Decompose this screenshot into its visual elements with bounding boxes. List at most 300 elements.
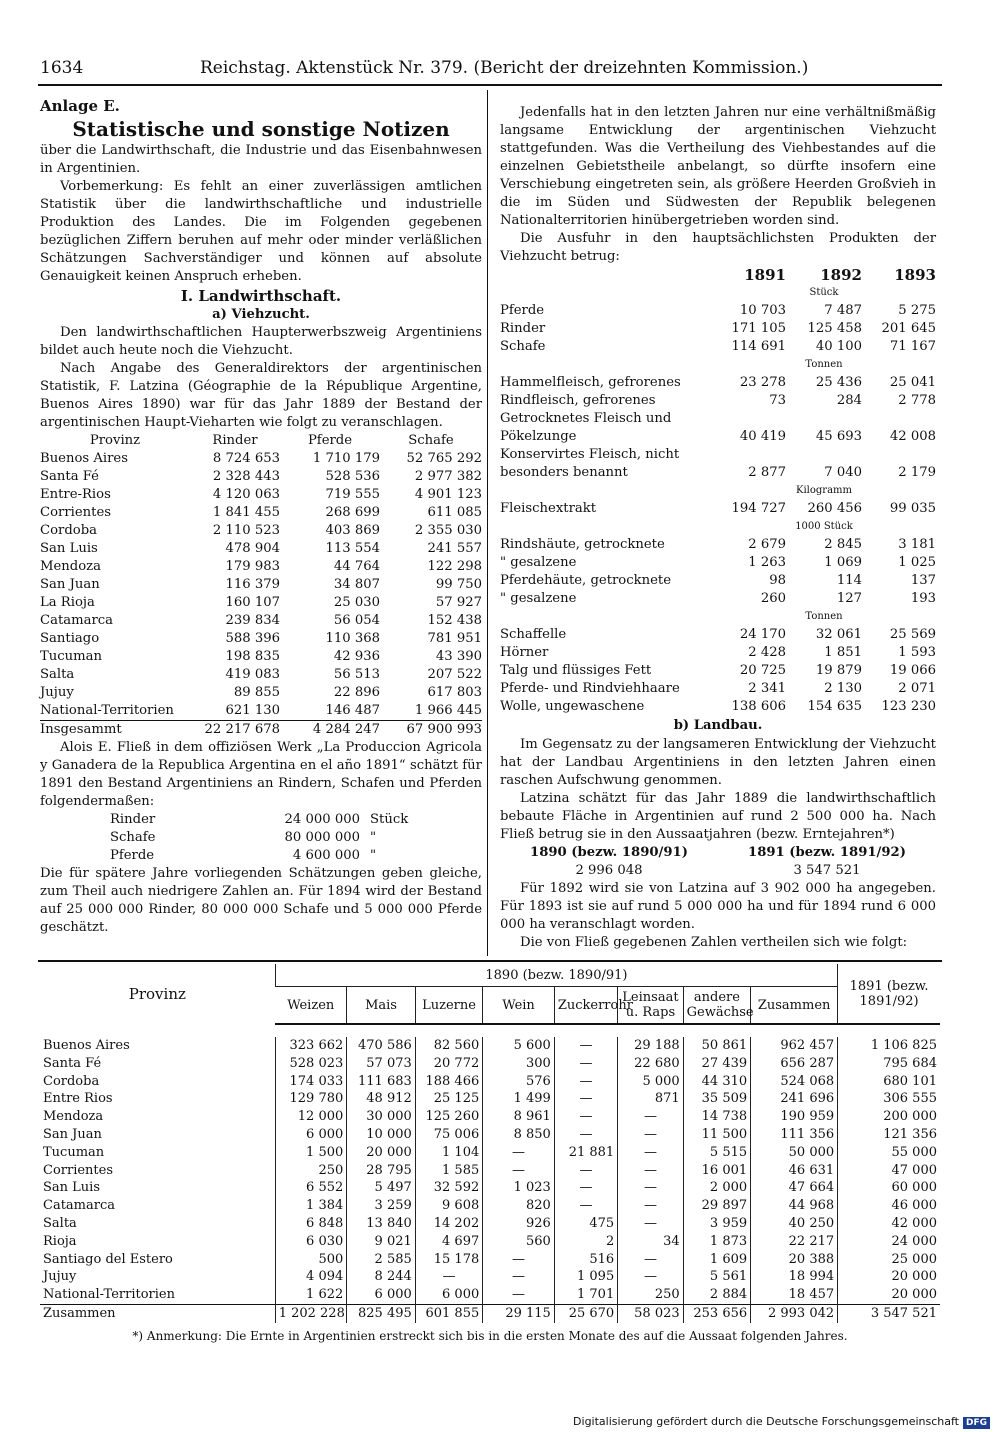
crop-cell: 871 xyxy=(618,1090,683,1108)
livestock-cell: 56 513 xyxy=(333,667,380,682)
exports-label: Wolle, ungewaschene xyxy=(500,699,645,714)
crop-province: Santiago del Estero xyxy=(43,1251,173,1267)
exports-cell: 2 428 xyxy=(748,645,786,660)
crop-column-header: Wein xyxy=(483,987,555,1025)
exports-cell: 32 061 xyxy=(815,627,862,642)
crop-cell: 1 500 xyxy=(275,1144,347,1162)
crop-cell: 524 068 xyxy=(751,1073,838,1091)
exports-cell: 2 341 xyxy=(748,681,786,696)
exports-cell xyxy=(710,410,786,428)
crop-cell: — xyxy=(618,1251,683,1269)
crop-cell: 55 000 xyxy=(838,1144,940,1162)
area-value-1891: 3 547 521 xyxy=(793,863,861,878)
exports-cell xyxy=(786,446,862,464)
crop-cell: 2 000 xyxy=(683,1179,750,1197)
estimate-unit: " xyxy=(370,848,377,863)
crop-total-cell: 825 495 xyxy=(347,1304,416,1322)
livestock-header-pferde: Pferde xyxy=(307,433,353,448)
dfg-logo: DFG xyxy=(963,1417,990,1429)
crop-row xyxy=(40,1037,940,1055)
crop-cell: 50 861 xyxy=(683,1037,750,1055)
exports-label: Hörner xyxy=(500,645,549,660)
crop-table-wrapper xyxy=(40,964,940,1343)
crop-cell: 6 000 xyxy=(275,1126,347,1144)
exports-cell: 23 278 xyxy=(739,375,786,390)
exports-cell xyxy=(862,410,936,428)
crop-cell: 1 499 xyxy=(483,1090,555,1108)
crop-total-cell: 1 202 228 xyxy=(275,1304,347,1322)
crop-province: San Luis xyxy=(43,1180,100,1196)
livestock-total-cell: 67 900 993 xyxy=(406,722,482,737)
livestock-cell: 403 869 xyxy=(325,523,380,538)
exports-label: Talg und flüssiges Fett xyxy=(500,663,652,678)
exports-cell: 20 725 xyxy=(739,663,786,678)
crop-cell: 516 xyxy=(554,1251,617,1269)
exports-cell: 260 xyxy=(760,591,786,606)
exports-cell: 40 419 xyxy=(739,429,786,444)
crop-cell: 1 095 xyxy=(554,1268,617,1286)
exports-cell: 71 167 xyxy=(889,339,936,354)
exports-label: " gesalzene xyxy=(500,555,577,570)
exports-cell: 260 456 xyxy=(807,501,862,516)
livestock-cell: 2 355 030 xyxy=(414,523,482,538)
exports-cell: 1 851 xyxy=(824,645,862,660)
crop-cell: 20 000 xyxy=(838,1286,940,1304)
crop-cell: 6 848 xyxy=(275,1215,347,1233)
livestock-cell: 4 901 123 xyxy=(414,487,482,502)
crop-cell: 111 683 xyxy=(347,1073,416,1091)
crop-row xyxy=(40,1251,940,1269)
crop-province: Corrientes xyxy=(43,1162,114,1178)
livestock-cell: 621 130 xyxy=(225,703,280,718)
exports-year: 1891 xyxy=(744,266,786,284)
crop-row xyxy=(40,1108,940,1126)
exports-cell: 138 606 xyxy=(731,699,786,714)
exports-cell: 25 569 xyxy=(889,627,936,642)
crop-cell: 250 xyxy=(275,1162,347,1180)
livestock-province: Catamarca xyxy=(40,613,114,628)
livestock-province: La Rioja xyxy=(40,595,95,610)
livestock-cell: 89 855 xyxy=(233,685,280,700)
exports-row xyxy=(500,680,936,698)
exports-year: 1892 xyxy=(820,266,862,284)
exports-cell: 25 436 xyxy=(815,375,862,390)
livestock-cell: 34 807 xyxy=(333,577,380,592)
crop-cell: 20 000 xyxy=(347,1144,416,1162)
crop-province: Rioja xyxy=(43,1233,77,1249)
exports-cell: 1 069 xyxy=(824,555,862,570)
livestock-cell: 42 936 xyxy=(333,649,380,664)
exports-unit-row xyxy=(500,518,936,536)
livestock-total-row xyxy=(40,721,482,740)
exports-cell: 193 xyxy=(910,591,936,606)
crop-province: Mendoza xyxy=(43,1109,104,1125)
crop-column-header: Mais xyxy=(347,987,416,1025)
crop-cell: 8 244 xyxy=(347,1268,416,1286)
crop-total-label: Zusammen xyxy=(40,1304,275,1322)
livestock-cell: 44 764 xyxy=(333,559,380,574)
livestock-row xyxy=(40,504,482,522)
exports-row xyxy=(500,302,936,320)
paragraph-area-later: Für 1892 wird sie von Latzina auf 3 902 000 ha angegeben. Für 1893 ist sie auf rund 5 000 000 ha und für 1894 rund 6 000 000 ha veranschlagt worden. xyxy=(500,881,936,932)
livestock-total-label: Insgesammt xyxy=(40,722,122,737)
livestock-row xyxy=(40,576,482,594)
crop-cell: 25 000 xyxy=(838,1251,940,1269)
exports-cell: 19 879 xyxy=(815,663,862,678)
crop-total-cell: 601 855 xyxy=(415,1304,482,1322)
livestock-row xyxy=(40,684,482,702)
estimate-value: 4 600 000 xyxy=(292,848,360,863)
livestock-cell: 146 487 xyxy=(325,703,380,718)
paragraph-distribution: Die von Fließ gegebenen Zahlen vertheilen sich wie folgt: xyxy=(520,935,908,950)
crop-cell: 32 592 xyxy=(415,1179,482,1197)
area-value-1890: 2 996 048 xyxy=(575,863,643,878)
crop-cell: 1 622 xyxy=(275,1286,347,1304)
livestock-cell: 268 699 xyxy=(325,505,380,520)
crop-cell: 11 500 xyxy=(683,1126,750,1144)
crop-row xyxy=(40,1144,940,1162)
crop-row xyxy=(40,1162,940,1180)
livestock-cell: 43 390 xyxy=(435,649,482,664)
livestock-row xyxy=(40,612,482,630)
crop-cell: — xyxy=(554,1179,617,1197)
livestock-cell: 99 750 xyxy=(435,577,482,592)
crop-cell: 13 840 xyxy=(347,1215,416,1233)
crop-column-header: Leinsaat u. Raps xyxy=(618,987,683,1025)
exports-label: " gesalzene xyxy=(500,591,577,606)
livestock-cell: 4 120 063 xyxy=(212,487,280,502)
livestock-cell: 1 966 445 xyxy=(414,703,482,718)
crop-cell: 60 000 xyxy=(838,1179,940,1197)
crop-cell: 6 030 xyxy=(275,1233,347,1251)
crop-province: Cordoba xyxy=(43,1073,100,1089)
crop-cell: 10 000 xyxy=(347,1126,416,1144)
exports-cell: 284 xyxy=(836,393,862,408)
crop-column-header: Zuckerrohr xyxy=(554,987,617,1025)
exports-cell: 137 xyxy=(910,573,936,588)
exports-cell: 1 025 xyxy=(898,555,936,570)
crop-cell: 75 006 xyxy=(415,1126,482,1144)
exports-unit-row xyxy=(500,356,936,374)
crop-row xyxy=(40,1055,940,1073)
crop-province: Buenos Aires xyxy=(43,1038,130,1053)
crop-cell: — xyxy=(554,1162,617,1180)
crop-cell: 5 497 xyxy=(347,1179,416,1197)
paragraph-viehzucht: Den landwirthschaftlichen Haupterwerbszweig Argentiniens bildet auch heute noch die Viehzucht. xyxy=(40,325,482,358)
crop-cell: 18 457 xyxy=(751,1286,838,1304)
crop-cell: 5 000 xyxy=(618,1073,683,1091)
crop-cell: 48 912 xyxy=(347,1090,416,1108)
crop-cell: 6 552 xyxy=(275,1179,347,1197)
area-label-1891: 1891 (bezw. 1891/92) xyxy=(748,845,906,860)
exports-row xyxy=(500,644,936,662)
crop-cell: 22 680 xyxy=(618,1055,683,1073)
crop-total-cell: 29 115 xyxy=(483,1304,555,1322)
crop-cell: 35 509 xyxy=(683,1090,750,1108)
crop-cell: — xyxy=(618,1162,683,1180)
crop-province: Santa Fé xyxy=(43,1055,102,1071)
exports-unit-label: Kilogramm xyxy=(796,485,852,496)
crop-cell: 9 608 xyxy=(415,1197,482,1215)
exports-cell: 45 693 xyxy=(815,429,862,444)
crop-cell: 528 023 xyxy=(275,1055,347,1073)
estimate-unit: Stück xyxy=(370,812,409,827)
crop-cell: 1 873 xyxy=(683,1233,750,1251)
exports-unit-row xyxy=(500,284,936,302)
livestock-row xyxy=(40,522,482,540)
livestock-row xyxy=(40,594,482,612)
crop-cell: — xyxy=(618,1126,683,1144)
livestock-row xyxy=(40,558,482,576)
crop-cell: 20 388 xyxy=(751,1251,838,1269)
crop-cell: — xyxy=(415,1268,482,1286)
crop-cell: 9 021 xyxy=(347,1233,416,1251)
crop-cell: 1 701 xyxy=(554,1286,617,1304)
crop-cell: — xyxy=(618,1268,683,1286)
crop-cell: 28 795 xyxy=(347,1162,416,1180)
paragraph-landbau: Im Gegensatz zu der langsameren Entwicklung der Viehzucht hat der Landbau Argentiniens in den letzten Jahren einen raschen Aufschwung genommen. xyxy=(500,737,936,788)
exports-cell: 114 691 xyxy=(731,339,786,354)
exports-row xyxy=(500,698,936,716)
crop-cell: — xyxy=(618,1179,683,1197)
exports-year: 1893 xyxy=(894,266,936,284)
crop-cell: 1 106 825 xyxy=(838,1037,940,1055)
crop-cell: 962 457 xyxy=(751,1037,838,1055)
exports-cell: 171 105 xyxy=(731,321,786,336)
exports-cell: 99 035 xyxy=(889,501,936,516)
heading-landwirthschaft: I. Landwirthschaft. xyxy=(180,287,342,305)
crop-cell: 2 884 xyxy=(683,1286,750,1304)
left-column xyxy=(40,96,482,937)
crop-column-header: andere Gewächse xyxy=(683,987,750,1025)
crop-cell: 44 310 xyxy=(683,1073,750,1091)
exports-cell: 98 xyxy=(769,573,786,588)
crop-cell: — xyxy=(554,1037,617,1055)
crop-cell: 20 000 xyxy=(838,1268,940,1286)
exports-label: Pökelzunge xyxy=(500,429,577,444)
livestock-province: Corrientes xyxy=(40,505,112,520)
exports-label: Konservirtes Fleisch, nicht xyxy=(500,447,680,462)
crop-cell: — xyxy=(483,1162,555,1180)
exports-label: Getrocknetes Fleisch und xyxy=(500,411,672,426)
running-title: Reichstag. Aktenstück Nr. 379. (Bericht der dreizehnten Kommission.) xyxy=(200,58,809,78)
crop-cell: 306 555 xyxy=(838,1090,940,1108)
crop-cell: 82 560 xyxy=(415,1037,482,1055)
crop-province: Entre Rios xyxy=(43,1091,113,1107)
column-divider xyxy=(487,90,488,956)
exports-cell: 3 181 xyxy=(898,537,936,552)
exports-unit-row xyxy=(500,482,936,500)
crop-cell: 475 xyxy=(554,1215,617,1233)
exports-cell: 125 458 xyxy=(807,321,862,336)
exports-cell: 1 263 xyxy=(748,555,786,570)
paragraph-exports-intro: Die Ausfuhr in den hauptsächlichsten Produkten der Viehzucht betrug: xyxy=(500,231,936,264)
crop-cell: 14 202 xyxy=(415,1215,482,1233)
exports-unit-label: Tonnen xyxy=(805,611,843,622)
crop-cell: 1 609 xyxy=(683,1251,750,1269)
crop-cell: 2 xyxy=(554,1233,617,1251)
livestock-province: Jujuy xyxy=(40,685,74,700)
livestock-cell: 56 054 xyxy=(333,613,380,628)
crop-cell: 1 104 xyxy=(415,1144,482,1162)
livestock-cell: 110 368 xyxy=(325,631,380,646)
livestock-cell: 239 834 xyxy=(225,613,280,628)
livestock-row xyxy=(40,648,482,666)
crop-cell: — xyxy=(483,1286,555,1304)
livestock-province: Buenos Aires xyxy=(40,451,128,466)
crop-cell: 21 881 xyxy=(554,1144,617,1162)
crop-cell: 16 001 xyxy=(683,1162,750,1180)
crop-cell: 30 000 xyxy=(347,1108,416,1126)
crop-cell: 20 772 xyxy=(415,1055,482,1073)
livestock-cell: 122 298 xyxy=(427,559,482,574)
crop-total-cell: 2 993 042 xyxy=(751,1304,838,1322)
crop-cell: — xyxy=(554,1197,617,1215)
exports-row xyxy=(500,572,936,590)
crop-row xyxy=(40,1179,940,1197)
intro-paragraph: Vorbemerkung: Es fehlt an einer zuverlässigen amtlichen Statistik über die landwirthschaftliche und industrielle Produktion des Landes. Die im Folgenden gegebenen bezüglichen Ziffern beruhen auf mehr oder minder verläßlichen Schätzungen Sachverständiger und können auf absolute Genauigkeit keinen Anspruch erheben. xyxy=(40,179,482,284)
estimate-label: Pferde xyxy=(110,848,155,863)
exports-label: besonders benannt xyxy=(500,465,628,480)
crop-cell: — xyxy=(618,1108,683,1126)
crop-cell: 3 959 xyxy=(683,1215,750,1233)
paragraph-fliess: Alois E. Fließ in dem offiziösen Werk „La Produccion Agricola y Ganadera de la Republica Argentina en el año 1891“ schätzt für 1891 den Bestand Argentiniens an Rindern, Schafen und Pferden folgendermaßen: xyxy=(40,740,482,809)
exports-label: Rindfleisch, gefrorenes xyxy=(500,393,656,408)
page-number: 1634 xyxy=(40,58,84,78)
exports-cell: 2 130 xyxy=(824,681,862,696)
exports-row xyxy=(500,410,936,428)
exports-cell: 19 066 xyxy=(889,663,936,678)
livestock-cell: 2 977 382 xyxy=(414,469,482,484)
crop-cell: 42 000 xyxy=(838,1215,940,1233)
crop-cell: 40 250 xyxy=(751,1215,838,1233)
crop-cell: 174 033 xyxy=(275,1073,347,1091)
estimates-table xyxy=(110,811,410,865)
crop-cell: 576 xyxy=(483,1073,555,1091)
livestock-row xyxy=(40,450,482,468)
exports-row xyxy=(500,662,936,680)
estimate-row xyxy=(110,829,410,847)
exports-unit-row xyxy=(500,608,936,626)
exports-cell: 5 275 xyxy=(898,303,936,318)
livestock-cell: 52 765 292 xyxy=(406,451,482,466)
crop-table xyxy=(40,964,940,1323)
crop-cell: 656 287 xyxy=(751,1055,838,1073)
crop-cell: 926 xyxy=(483,1215,555,1233)
crop-cell: 47 000 xyxy=(838,1162,940,1180)
exports-cell: 42 008 xyxy=(889,429,936,444)
crop-total-cell: 58 023 xyxy=(618,1304,683,1322)
crop-cell: 8 850 xyxy=(483,1126,555,1144)
livestock-province: Salta xyxy=(40,667,75,682)
livestock-row xyxy=(40,630,482,648)
livestock-row xyxy=(40,468,482,486)
livestock-province: Mendoza xyxy=(40,559,101,574)
exports-cell: 2 778 xyxy=(898,393,936,408)
crop-cell: 4 094 xyxy=(275,1268,347,1286)
exports-cell: 2 679 xyxy=(748,537,786,552)
livestock-cell: 1 841 455 xyxy=(212,505,280,520)
crop-cell: 24 000 xyxy=(838,1233,940,1251)
crop-cell: 3 259 xyxy=(347,1197,416,1215)
livestock-province: San Luis xyxy=(40,541,98,556)
exports-cell: 25 041 xyxy=(889,375,936,390)
crop-cell: — xyxy=(618,1215,683,1233)
crop-cell: — xyxy=(554,1126,617,1144)
crop-cell: 500 xyxy=(275,1251,347,1269)
crop-column-header: Luzerne xyxy=(415,987,482,1025)
anlage-label: Anlage E. xyxy=(40,97,120,115)
exports-row xyxy=(500,428,936,446)
crop-cell: 2 585 xyxy=(347,1251,416,1269)
livestock-row xyxy=(40,540,482,558)
section-subtitle: über die Landwirthschaft, die Industrie und das Eisenbahnwesen in Argentinien. xyxy=(40,143,482,176)
crop-cell: 27 439 xyxy=(683,1055,750,1073)
livestock-cell: 160 107 xyxy=(225,595,280,610)
crop-province: San Juan xyxy=(43,1126,102,1142)
livestock-province: San Juan xyxy=(40,577,100,592)
crop-cell: 560 xyxy=(483,1233,555,1251)
crop-cell: 34 xyxy=(618,1233,683,1251)
livestock-cell: 113 554 xyxy=(325,541,380,556)
livestock-header-schafe: Schafe xyxy=(408,433,454,448)
paragraph-later-estimates: Die für spätere Jahre vorliegenden Schätzungen geben gleiche, zum Theil auch niedrigere Zahlen an. Für 1894 wird der Bestand auf 25 000 000 Rinder, 80 000 000 Schafe und 5 000 000 Pferde geschätzt. xyxy=(40,866,482,935)
crop-row xyxy=(40,1090,940,1108)
livestock-province: Santa Fé xyxy=(40,469,99,484)
exports-row xyxy=(500,536,936,554)
exports-label: Pferde- und Rindviehhaare xyxy=(500,681,680,696)
exports-cell xyxy=(862,446,936,464)
livestock-cell: 611 085 xyxy=(427,505,482,520)
crop-cell: 820 xyxy=(483,1197,555,1215)
livestock-table xyxy=(40,432,482,739)
livestock-cell: 2 328 443 xyxy=(212,469,280,484)
crop-cell: 680 101 xyxy=(838,1073,940,1091)
livestock-province: Tucuman xyxy=(40,649,103,664)
crop-cell: 5 600 xyxy=(483,1037,555,1055)
crop-cell: 12 000 xyxy=(275,1108,347,1126)
crop-cell: 50 000 xyxy=(751,1144,838,1162)
exports-label: Pferde xyxy=(500,303,545,318)
crop-footnote: *) Anmerkung: Die Ernte in Argentinien erstreckt sich bis in die ersten Monate des auf die Aussaat folgenden Jahres. xyxy=(132,1328,848,1343)
exports-years-row xyxy=(500,266,936,284)
estimate-value: 80 000 000 xyxy=(284,830,360,845)
crop-cell: 5 515 xyxy=(683,1144,750,1162)
crop-cell: 46 000 xyxy=(838,1197,940,1215)
exports-cell xyxy=(786,410,862,428)
exports-cell: 73 xyxy=(769,393,786,408)
crop-cell: 44 968 xyxy=(751,1197,838,1215)
exports-unit-label: Tonnen xyxy=(805,359,843,370)
crop-cell: 4 697 xyxy=(415,1233,482,1251)
crop-cell: 1 384 xyxy=(275,1197,347,1215)
livestock-total-cell: 22 217 678 xyxy=(204,722,280,737)
crop-cell: 1 585 xyxy=(415,1162,482,1180)
crop-cell: 5 561 xyxy=(683,1268,750,1286)
crop-table-top-rule xyxy=(38,960,942,962)
crop-header-provinz: Provinz xyxy=(128,984,186,1003)
livestock-cell: 528 536 xyxy=(325,469,380,484)
exports-cell: 10 703 xyxy=(739,303,786,318)
exports-cell: 2 845 xyxy=(824,537,862,552)
crop-cell: 15 178 xyxy=(415,1251,482,1269)
livestock-row xyxy=(40,666,482,684)
exports-row xyxy=(500,590,936,608)
crop-total-cell: 25 670 xyxy=(554,1304,617,1322)
crop-cell: 200 000 xyxy=(838,1108,940,1126)
crop-cell: 300 xyxy=(483,1055,555,1073)
crop-total-row xyxy=(40,1304,940,1322)
